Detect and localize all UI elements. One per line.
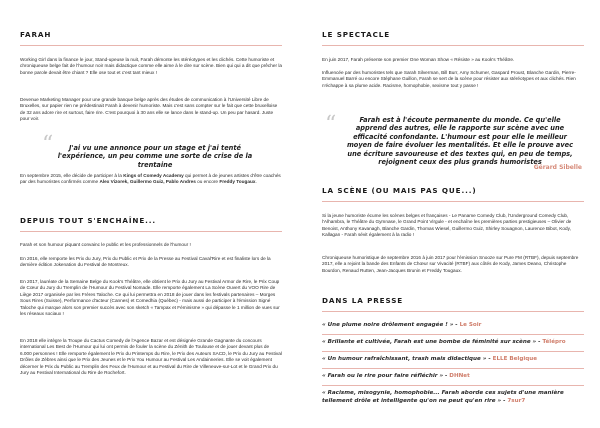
press-item [322,339,584,347]
coach-name: Freddy Tougaux [219,179,256,185]
press-source: ELLE Belgique [492,356,538,362]
spectacle-quote: Farah est à l'écoute permanente du monde. Ce qu'elle apprend des autres, elle le rapporte sur scène avec une efficacité confondante. L'humour est pour elle le meilleur moyen de faire évoluer les mentalités. Et elle le prouve avec une écriture savoureuse et des textes qui, en peu de temps, rejoignent ceux des plus grands humoristes [346,116,574,167]
heading-underline [322,311,584,312]
press-item [322,373,584,381]
press-divider [322,351,584,352]
academy-name: Kings of Comedy Academy [123,173,184,178]
text-run: ou encore [195,179,220,185]
section-heading-farah: FARAH [20,30,52,39]
spectacle-paragraph-2: Influencée par des humoristes tels que Sarah Silverman, Bill Burr, Amy Schumer, Gaspard Proust, Blanche Gardin, Pierre-Emmanuel Barré ou encore Stéphane Guillon, Farah se sert de la scène pour résister aux stéréotypes et aux clichés. Rien n'échappe à sa plume acide. Racisme, homophobie, sexisme tout y passe ! [322,70,576,88]
press-quote: « Brillante et cultivée, Farah est une bombe de féminité sur scène » - [322,339,543,345]
debut-paragraph-4: En 2018 elle intègre la Troupe du Cactus Comedy de l'Agence Bazar et est désignée Grande Gagnante du concours international Les Best de l'Humour qui lui ont permis de fouler la scène du Zénith de Toulouse et de jouer devant plus de 6.000 personnes ! Elle remporte également le Prix du Printemps du Rire, le Prix des Auteurs SACD, le Prix du Jury au Festival Drôles de Zèbres ainsi que le Prix des Jeunes et le Prix You Humour au Festival Les Andainneries. Elle se voit également décerner le Prix du Public au Tremplin des Feux de l'Humour et au Festival du Rire de Villeneuve-sur-Lot et le Grand Prix du Jury au Festival International du Rire de Rochefort. [20,338,282,376]
heading-underline [20,231,282,232]
press-quote: « Farah ou le rire pour faire réfléchir » - [322,373,450,379]
spectacle-quote-block [322,106,584,170]
coach-names: Alex Vizorek, Guillermo Guiz, Pablo Andres [99,179,196,185]
section-heading-spectacle: LE SPECTACLE [322,30,391,39]
press-divider [322,368,584,369]
press-source: 7sur7 [507,397,526,404]
quote-mark-icon: “ [325,112,337,137]
press-divider [322,385,584,386]
heading-underline [20,45,282,46]
section-heading-debut: DEPUIS TOUT S'ENCHAÎNE... [20,216,157,225]
text-run: En septembre 2015, elle décide de participer à la [20,173,124,178]
farah-paragraph-1: Working Girl dans la finance le jour, Stand-upeuse la nuit, Farah démonte les stéréotypes et les clichés. Cette humoriste et chroniqueuse belge fait de l'humour noir mais didactique comme elle aime à le dire sur scène. Bien qui qui a dit que prêcher la bonne parole devait être chiant ? Elle ose tout et c'est tant mieux ! [20,57,282,75]
scene-paragraph-1: Si la jeune humoriste écume les scènes belges et françaises - Le Paname Comedy Club, l'Underground Comedy Club, l'Alhambra, le Théâtre du Gymnase, le Grand Point Virgule - et enchaîne les premières parties prestigieuses – Olivier de Benoist, Anthony Kavanagh, Blanche Gardin, Thomas Wiesel, Guillermo Guiz, Shirley Souagnon, Laurence Bibot, Kody, Kallagan - Farah sévit également à la radio ! [322,213,572,238]
text-run: . [255,179,257,185]
press-quote: « Un humour rafraîchissant, trash mais didactique » - [322,356,493,362]
debut-paragraph-3: En 2017, lauréate de la Semaine Belge du Kook's Théâtre, elle obtient le Prix du Jury au Festival Armor de Rire, le Prix Coup de Cœur du Jury du Tremplin de l'Humour du Festival Nomade. Elle remporte également La Scène Ouvert du VOO Rire de Liège 2017 organisée par les Frères Taloche. Ce qui lui permettra en 2018 de jouer dans les festivals partenaires – Morges Sous Rires (Suisse), Performance d'acteur (Cannes) et Comedhia (Québec) - mais aussi de participer à l'émission Signé Taloche qui marque alors son premier succès avec son sketch « Tampax et Féminisme » qui dépasse le 1 million de vues sur les réseaux sociaux ! [20,279,280,317]
press-source: Télépro [542,339,566,345]
press-item [322,356,584,364]
scene-paragraph-2: Chroniqueuse humoristique de septembre 2016 à juin 2017 pour l'émission Snooze sur Pure FM (RTBF), depuis septembre 2017, elle a rejoint la bande des Enfants de Chœur sur Vivacité (RTBF) aux côtés de Kody, James Deano, Christophe Bourdon, Renaud Rutten, Jean-Jacques Brunin et Freddy Tougaux. [322,255,579,273]
text-run: qui permet à de jeunes artistes d'être coachés par des humoristes confirmés comme [20,173,281,185]
press-divider [322,334,584,335]
quote-author: Gérard Sibelle [533,164,582,171]
press-source: DHNet [449,373,470,379]
press-item [322,322,584,330]
press-source: Le Soir [459,322,482,328]
farah-paragraph-3 [20,173,282,186]
press-quote: « Racisme, misogynie, homophobie... Farah aborde ces sujets d'une manière tellement drôle et intelligente qu'on ne peut qu'en rire » - [322,390,564,404]
spectacle-paragraph-1: En juin 2017, Farah présente son premier One Woman Show « Résiste » au Kook's Théâtre. [322,57,515,62]
quote-mark-icon: “ [42,132,54,157]
farah-paragraph-2: Devenue Marketing Manager pour une grande banque belge après des études de communication à l'Université Libre de Bruxelles, sur papier rien ne prédestinait Farah à devenir humoriste. Mais c'est sans compter sur le fait que cette bruxelloise de 32 ans adore rire et surtout, faire rire. C'est pourquoi à 30 ans elle se lance dans le stand-up. Un peu par hasard. Juste pour voir. [20,97,278,122]
section-heading-scene: LA SCÈNE (OU MAIS PAS QUE...) [322,186,477,195]
press-quote: « Une plume noire drôlement engagée ! » - [322,322,460,328]
debut-paragraph-2: En 2016, elle remporte les Prix du Jury, Prix du Public et Prix de la Presse au Festival Caval'Rire et est finaliste lors de la dernière édition Jokenation du Festival de Montreux. [20,256,271,268]
farah-quote: J'ai vu une annonce pour un stage et j'ai tenté l'expérience, un peu comme une sorte de crise de la trentaine [57,144,253,169]
debut-paragraph-1: Farah et son humour piquant convainc le public et les professionnels de l'humour ! [20,242,191,247]
press-item [322,390,584,405]
heading-underline [322,201,584,202]
farah-quote-block [20,132,282,168]
heading-underline [322,45,584,46]
section-heading-presse: DANS LA PRESSE [322,296,404,305]
